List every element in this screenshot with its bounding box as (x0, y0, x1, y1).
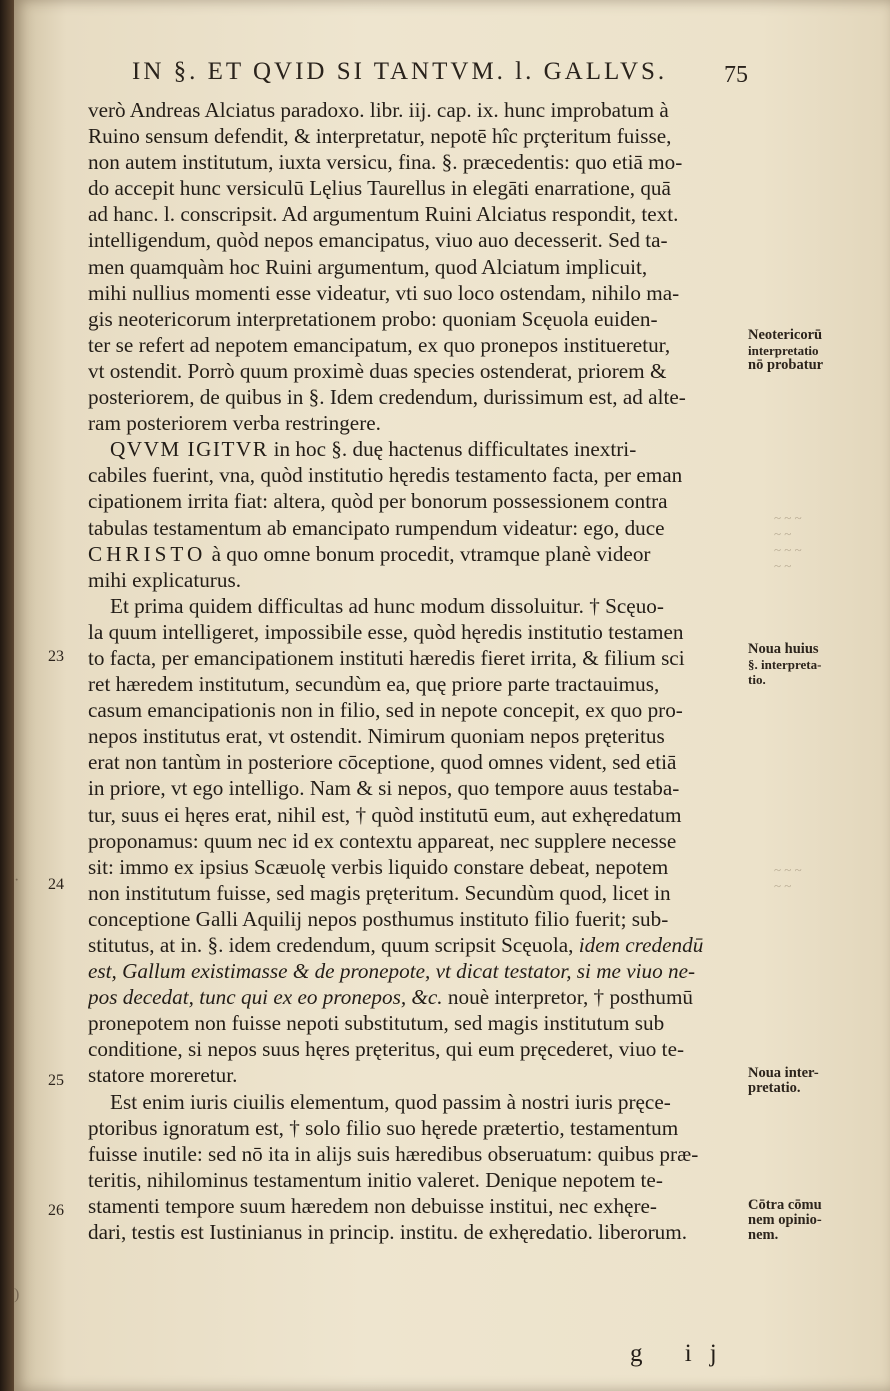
binding-gutter (0, 0, 14, 1391)
section-rest: in hoc §. duę hactenus difficultates inextri- (268, 437, 637, 462)
margin-note-line: nō probatur (748, 357, 824, 373)
margin-note-line: Neotericorū (748, 327, 823, 343)
text-line: cabiles fuerint, vna, quòd institutio hęredis testamento facta, per eman (88, 463, 683, 488)
text-italic: pos decedat, tunc qui ex eo pronepos, &c. (88, 985, 443, 1010)
text-line: pronepotem non fuisse nepoti substitutum, sed magis institutum sub (88, 1011, 665, 1036)
christo-caps: CHRISTO (88, 541, 207, 566)
line-number: 26 (48, 1202, 64, 1219)
section-start-line (88, 436, 740, 462)
text-line: intelligendum, quòd nepos emancipatus, viuo auo decesserit. Sed ta- (88, 228, 668, 253)
text-line: do accepit hunc versiculū Lęlius Taurellus in elegāti enarratione, quā (88, 176, 671, 201)
text-line-mixed (88, 984, 740, 1010)
margin-note (748, 328, 823, 373)
margin-note-line: nem. (748, 1227, 779, 1243)
margin-note (748, 642, 821, 687)
text-line: tur, suus ei hęres erat, nihil est, † quòd institutū eum, aut exhęredatum (88, 802, 682, 827)
text-line: ret hæredem institutum, secundùm ea, quę priore parte tractauimus, (88, 672, 660, 697)
christo-rest: à quo omne bonum procedit, vtramque planè videor (206, 541, 651, 566)
text-line: in priore, vt ego intelligo. Nam & si nepos, quo tempore auus testaba- (88, 776, 680, 801)
text-line: mihi explicaturus. (88, 567, 241, 592)
text-line: stamenti tempore suum hæredem non debuisse institui, nec exhęre- (88, 1193, 657, 1218)
show-through-mark: ~ ~ ~ ~ ~ (774, 862, 802, 893)
margin-note-line: Cōtra cōmu (748, 1197, 822, 1213)
christo-line (88, 541, 740, 567)
margin-note-line: pretatio. (748, 1080, 801, 1096)
margin-note-line: Noua inter- (748, 1065, 819, 1081)
text-line: to facta, per emancipationem instituti hæredis fieret irrita, & filium sci (88, 645, 685, 670)
text-line: non autem institutum, iuxta versicu, fina. §. præcedentis: quo etiā mo- (88, 150, 683, 175)
body-text (88, 97, 740, 1245)
margin-note-line: Noua huius (748, 641, 819, 657)
text-line-mixed (88, 932, 740, 958)
line-number: 23 (48, 648, 64, 665)
text-line: non institutum fuisse, sed magis pręteritum. Secundùm quod, licet in (88, 880, 671, 905)
margin-note (748, 1066, 819, 1096)
margin-note (748, 1198, 822, 1243)
text-line: Est enim iuris ciuilis elementum, quod passim à nostri iuris pręce- (110, 1089, 671, 1114)
signature-mark: g ij (630, 1340, 735, 1367)
text-line: erat non tantùm in posteriore cōceptione, quod omnes vident, sed etiā (88, 750, 677, 775)
text-line: Ruino sensum defendit, & interpretatur, nepotē hîc prçteritum fuisse, (88, 124, 672, 149)
text-line: conditione, si nepos suus hęres pręteritus, qui eum pręcederet, viuo te- (88, 1037, 685, 1062)
text-line: dari, testis est Iustinianus in princip. institu. de exhęredatio. liberorum. (88, 1220, 688, 1245)
margin-note-line: §. interpreta- (748, 657, 822, 672)
text-line: posteriorem, de quibus in §. Idem credendum, durissimum est, ad alte- (88, 385, 686, 410)
text-line: men quamquàm hoc Ruini argumentum, quod Alciatum implicuit, (88, 254, 648, 279)
text-line: gis neotericorum interpretationem probo: quoniam Scęuola euiden- (88, 306, 658, 331)
text-line: casum emancipationis non in filio, sed in nepote concepit, ex quo pro- (88, 698, 683, 723)
show-through-mark: ~ ~ ~ ~ ~ ~ ~ ~ ~ ~ (774, 510, 802, 573)
text-line: la quum intelligeret, impossibile esse, quòd hęredis institutio testamen (88, 619, 684, 644)
text-line: cipationem irrita fiat: altera, quòd per bonorum possessionem contra (88, 489, 668, 514)
text-roman: stitutus, at in. §. idem credendum, quum scripsit Scęuola, (88, 933, 574, 957)
text-line: proponamus: quum nec id ex contextu appareat, nec supplere necesse (88, 828, 677, 853)
margin-note-line: interpretatio (748, 343, 819, 358)
text-line: ram posteriorem verba restringere. (88, 411, 381, 436)
binding-mark: · (14, 872, 20, 889)
text-line: ter se refert ad nepotem emancipatum, ex quo pronepos institueretur, (88, 332, 671, 357)
text-line: Et prima quidem difficultas ad hunc modum dissoluitur. † Scęuo- (110, 593, 664, 618)
line-number: 25 (48, 1072, 64, 1089)
text-roman: nouè interpretor, † posthumū (442, 985, 694, 1010)
text-line: ad hanc. l. conscripsit. Ad argumentum Ruini Alciatus respondit, text. (88, 202, 679, 227)
text-line: teritis, nihilominus testamentum initio valeret. Denique nepotem te- (88, 1167, 663, 1192)
folio-number: 75 (724, 62, 748, 88)
text-line-italic: est, Gallum existimasse & de pronepote, vt dicat testator, si me viuo ne- (88, 959, 696, 984)
binding-mark: ) (14, 1286, 20, 1303)
text-line: sit: immo ex ipsius Scæuolę verbis liquido constare debeat, nepotem (88, 854, 669, 879)
line-number: 24 (48, 876, 64, 893)
margin-note-line: nem opinio- (748, 1212, 822, 1228)
section-caps: QVVM IGITVR (110, 437, 269, 462)
running-head: IN §. ET QVID SI TANTVM. l. GALLVS. (132, 58, 668, 85)
text-italic: idem credendū (573, 933, 704, 957)
text-line: vt ostendit. Porrò quum proximè duas species ostenderat, priorem & (88, 358, 667, 383)
text-line: fuisse inutile: sed nō ita in alijs suis hæredibus obseruatum: quibus præ- (88, 1141, 699, 1166)
book-page (14, 0, 890, 1391)
text-line: conceptione Galli Aquilij nepos posthumus instituto filio fuerit; sub- (88, 906, 669, 931)
text-line: statore moreretur. (88, 1063, 238, 1088)
text-line: nepos institutus erat, vt ostendit. Nimirum quoniam nepos pręteritus (88, 724, 665, 749)
text-line: verò Andreas Alciatus paradoxo. libr. iij. cap. ix. hunc improbatum à (88, 98, 669, 122)
text-line: ptoribus ignoratum est, † solo filio suo hęrede prætertio, testamentum (88, 1115, 679, 1140)
text-line: mihi nullius momenti esse videatur, vti suo loco ostendam, nihilo ma- (88, 280, 680, 305)
margin-note-line: tio. (748, 672, 766, 687)
text-line: tabulas testamentum ab emancipato rumpendum videatur: ego, duce (88, 515, 665, 540)
